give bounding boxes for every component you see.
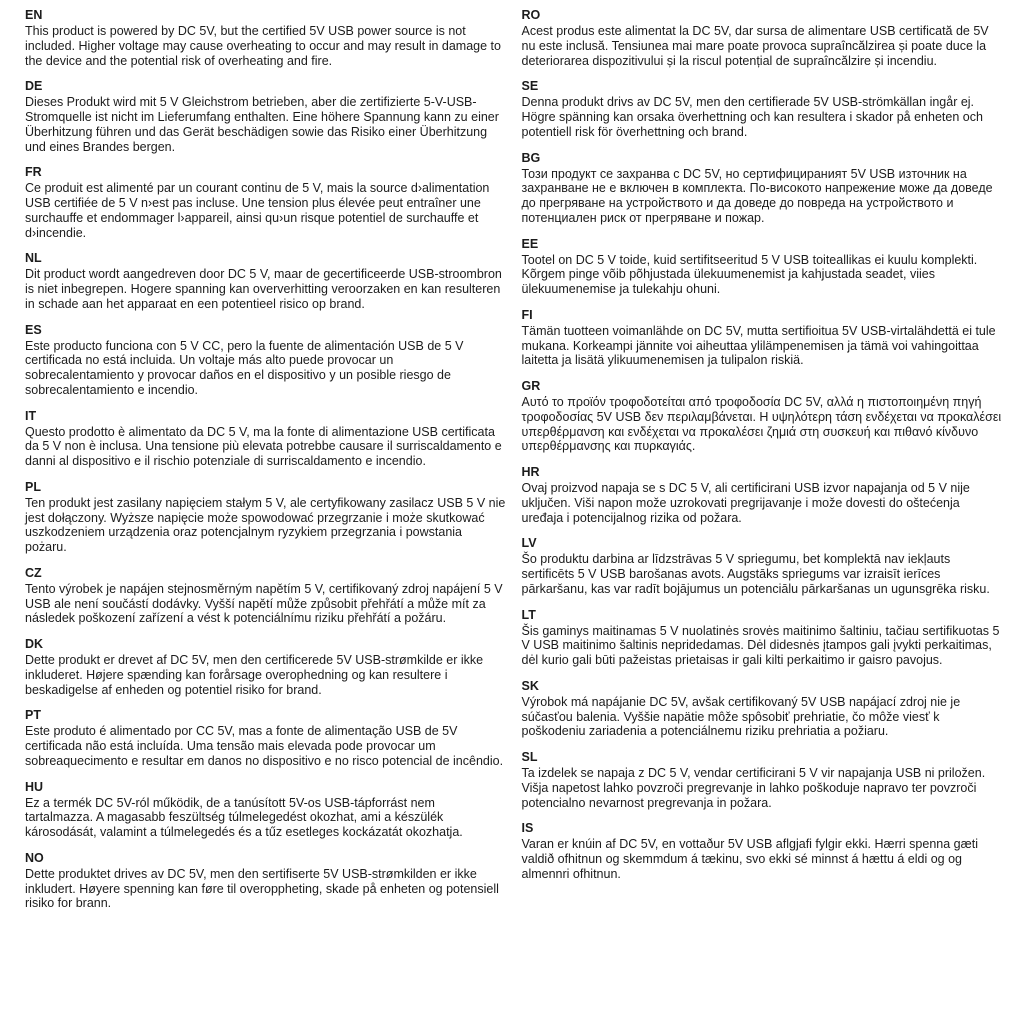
lang-code-pt: PT: [25, 708, 41, 723]
lang-block-en: [25, 8, 506, 68]
lang-block-de: [25, 79, 506, 154]
lang-text-ro: Acest produs este alimentat la DC 5V, dar sursa de alimentare USB certificată de 5V nu este inclusă. Tensiunea mai mare poate provoca supraîncălzirea și poate duce la deteriorarea dispozitivului și la riscul potențial de supraîncălzire și incendiu.: [521, 24, 989, 68]
lang-text-ee: Tootel on DC 5 V toide, kuid sertifitseeritud 5 V USB toiteallikas ei kuulu komplekti. Kõrgem pinge võib põhjustada ülekuumenemist ja kahjustada seadet, viies ülekuumenemise ja tulekahju ohuni.: [521, 252, 978, 296]
lang-block-lt: [522, 608, 1003, 668]
lang-code-it: IT: [25, 408, 37, 423]
lang-code-hu: HU: [25, 779, 44, 794]
lang-code-en: EN: [25, 8, 43, 22]
lang-text-es: Este producto funciona con 5 V CC, pero la fuente de alimentación USB de 5 V certificada no está incluida. Un voltaje más alto puede provocar un sobrecalentamiento y provocar daños en el dispositivo y un posible riesgo de sobrecalentamiento e incendio.: [25, 338, 464, 397]
lang-code-no: NO: [25, 850, 44, 865]
lang-code-nl: NL: [25, 251, 42, 266]
lang-text-nl: Dit product wordt aangedreven door DC 5 V, maar de gecertificeerde USB-stroombron is niet inbegrepen. Hogere spanning kan oververhitting veroorzaken en kan resulteren in schade aan het apparaat en een potentieel risico op brand.: [25, 267, 502, 311]
lang-block-sl: [522, 750, 1003, 810]
lang-block-cz: [25, 566, 506, 626]
lang-text-bg: Този продукт се захранва с DC 5V, но сертифицираният 5V USB източник на захранване не е включен в комплекта. По-високото напрежение може да доведе до прегряване на устройството и да доведе до повреда на устройството и потенциален риск от прегряване и пожар.: [521, 166, 993, 225]
lang-code-hr: HR: [521, 465, 540, 479]
lang-text-hu: Ez a termék DC 5V-ról működik, de a tanúsított 5V-os USB-tápforrást nem tartalmazza. A magasabb feszültség túlmelegedést okozhat, ami a készülék károsodását, valamint a túlmelegedés és a tűz esetleges kockázatát okozhatja.: [25, 795, 463, 839]
lang-block-se: [522, 79, 1003, 139]
lang-code-dk: DK: [25, 637, 44, 651]
lang-code-bg: BG: [521, 150, 541, 165]
lang-code-sl: SL: [521, 750, 538, 764]
lang-code-sk: SK: [521, 678, 539, 693]
lang-code-ro: RO: [521, 8, 541, 22]
lang-text-gr: Αυτό το προϊόν τροφοδοτείται από τροφοδοσία DC 5V, αλλά η πιστοποιημένη πηγή τροφοδοσίας 5V USB δεν περιλαμβάνεται. Η υψηλότερη τάση ενδέχεται να προκαλέσει υπερθέρμανση και ενδέχεται να προκαλέσει ζημιά στη συσκευή και πιθανό κίνδυνο υπερθέρμανσης και πυρκαγιάς.: [521, 395, 1002, 454]
right-column: [522, 8, 1003, 922]
lang-text-sk: Výrobok má napájanie DC 5V, avšak certifikovaný 5V USB napájací zdroj nie je súčasťou balenia. Vyššie napätie môže spôsobiť prehriatie, čo môže viesť k poškodeniu zariadenia a potenciálnemu riziku prehriatia a požiaru.: [521, 694, 961, 739]
lang-text-no: Dette produktet drives av DC 5V, men den sertifiserte 5V USB-strømkilden er ikke inkludert. Høyere spenning kan føre til overoppheting, skade på enheten og potensiell risiko for brann.: [25, 866, 499, 911]
lang-text-dk: Dette produkt er drevet af DC 5V, men den certificerede 5V USB-strømkilde er ikke inkluderet. Højere spænding kan forårsage overophedning og kan resultere i beskadigelse af enheden og potentiel risiko for brand.: [25, 653, 484, 697]
lang-text-fi: Tämän tuotteen voimanlähde on DC 5V, mutta sertifioitua 5V USB-virtalähdettä ei tule mukana. Korkeampi jännite voi aiheuttaa ylilämpenemisen ja tämä voi vahingoittaa laitetta ja lisätä ylikuumenemisen ja tulipalon riskiä.: [521, 323, 996, 368]
lang-text-lv: Šo produktu darbina ar līdzstrāvas 5 V spriegumu, bet komplektā nav iekļauts sertificēts 5 V USB barošanas avots. Augstāks spriegums var izraisīt ierīces pārkaršanu, kas var radīt bojājumus un potenciālu pārkaršanas un ugunsgrēka risku.: [521, 552, 990, 596]
lang-code-ee: EE: [521, 236, 539, 251]
lang-block-ee: [522, 237, 1003, 297]
lang-block-fi: [522, 308, 1003, 368]
lang-code-lv: LV: [521, 536, 537, 551]
lang-text-lt: Šis gaminys maitinamas 5 V nuolatinės srovės maitinimo šaltiniu, tačiau sertifikuotas 5 V USB maitinimo šaltinis nepridedamas. Dėl didesnės įtampos gali įvykti perkaitimas, dėl kurio gali būti pažeistas prietaisas ir gali kilti perkaitimo ir gaisro pavojus.: [521, 623, 1000, 667]
lang-block-dk: [25, 637, 506, 697]
lang-code-fr: FR: [25, 165, 42, 180]
lang-text-en: This product is powered by DC 5V, but the certified 5V USB power source is not included. Higher voltage may cause overheating to occur and may result in damage to the device and the potential risk of overheating and fire.: [25, 24, 501, 68]
lang-text-hr: Ovaj proizvod napaja se s DC 5 V, ali certificirani USB izvor napajanja od 5 V nije uključen. Viši napon može uzrokovati pregrijavanje i može dovesti do oštećenja uređaja i potencijalnog rizika od požara.: [521, 481, 970, 525]
lang-code-se: SE: [521, 79, 539, 94]
lang-block-nl: [25, 251, 506, 311]
lang-block-bg: [522, 151, 1003, 226]
lang-block-es: [25, 323, 506, 398]
lang-text-cz: Tento výrobek je napájen stejnosměrným napětím 5 V, certifikovaný zdroj napájení 5 V USB ale není součástí dodávky. Vyšší napětí může způsobit přehřátí a může mít za následek poškození zařízení a vést k potenciálnímu riziku přehřátí a požáru.: [25, 581, 503, 626]
lang-text-it: Questo prodotto è alimentato da DC 5 V, ma la fonte di alimentazione USB certificata da 5 V non è inclusa. Una tensione più elevata potrebbe causare il surriscaldamento e danni al dispositivo e il rischio potenziale di surriscaldamento e incendio.: [25, 424, 502, 468]
lang-text-fr: Ce produit est alimenté par un courant continu de 5 V, mais la source d›alimentation USB certifiée de 5 V n›est pas incluse. Une tension plus élevée peut entraîner une surchauffe et endommager l›appareil, ainsi qu›un risque potentiel de surchauffe et d›incendie.: [25, 181, 490, 240]
lang-block-no: [25, 851, 506, 911]
lang-code-is: IS: [521, 821, 534, 836]
lang-code-lt: LT: [521, 607, 536, 622]
lang-text-is: Varan er knúin af DC 5V, en vottaður 5V USB aflgjafi fylgir ekki. Hærri spenna gæti valdið ofhitnun og skemmdum á tækinu, svo ekki sé minnst á hættu á eldi og og almennri ofhitnun.: [521, 837, 978, 881]
lang-code-fi: FI: [521, 307, 533, 322]
lang-block-fr: [25, 165, 506, 240]
lang-block-pl: [25, 480, 506, 555]
lang-block-hr: [522, 465, 1003, 525]
lang-block-hu: [25, 780, 506, 840]
lang-code-es: ES: [25, 322, 42, 337]
lang-code-gr: GR: [521, 379, 541, 393]
lang-text-se: Denna produkt drivs av DC 5V, men den certifierade 5V USB-strömkällan ingår ej. Högre spänning kan orsaka överhettning och kan resultera i skador på enheten och potentiell risk för överhettning och brand.: [521, 95, 983, 139]
lang-code-pl: PL: [25, 479, 41, 494]
lang-text-de: Dieses Produkt wird mit 5 V Gleichstrom betrieben, aber die zertifizierte 5-V-USB-Stromquelle ist nicht im Lieferumfang enthalten. Eine höhere Spannung kann zu einer Überhitzung führen und das Gerät beschädigen sowie das Risiko einer Überhitzung und eines Brandes bergen.: [25, 95, 499, 154]
lang-code-de: DE: [25, 79, 43, 94]
lang-block-lv: [522, 536, 1003, 596]
lang-block-ro: [522, 8, 1003, 68]
lang-text-pt: Este produto é alimentado por CC 5V, mas a fonte de alimentação USB de 5V certificada não está incluída. Uma tensão mais elevada pode provocar um sobreaquecimento e resultar em danos no dispositivo e no risco potencial de incêndio.: [25, 724, 504, 768]
lang-block-it: [25, 409, 506, 469]
lang-text-sl: Ta izdelek se napaja z DC 5 V, vendar certificirani 5 V vir napajanja USB ni priložen. Višja napetost lahko povzroči pregrevanje in lahko poškoduje napravo ter povzroči potencialno nevarnost pregrevanja in požara.: [521, 766, 986, 810]
lang-text-pl: Ten produkt jest zasilany napięciem stałym 5 V, ale certyfikowany zasilacz USB 5 V nie jest dołączony. Wyższe napięcie może spowodować przegrzanie i może skutkować uszkodzeniem urządzenia oraz potencjalnym ryzykiem przegrzania i powstania pożaru.: [25, 495, 506, 554]
lang-code-cz: CZ: [25, 565, 42, 580]
left-column: [25, 8, 506, 922]
lang-block-sk: [522, 679, 1003, 739]
lang-block-pt: [25, 708, 506, 768]
lang-block-gr: [522, 379, 1003, 454]
lang-block-is: [522, 821, 1003, 881]
